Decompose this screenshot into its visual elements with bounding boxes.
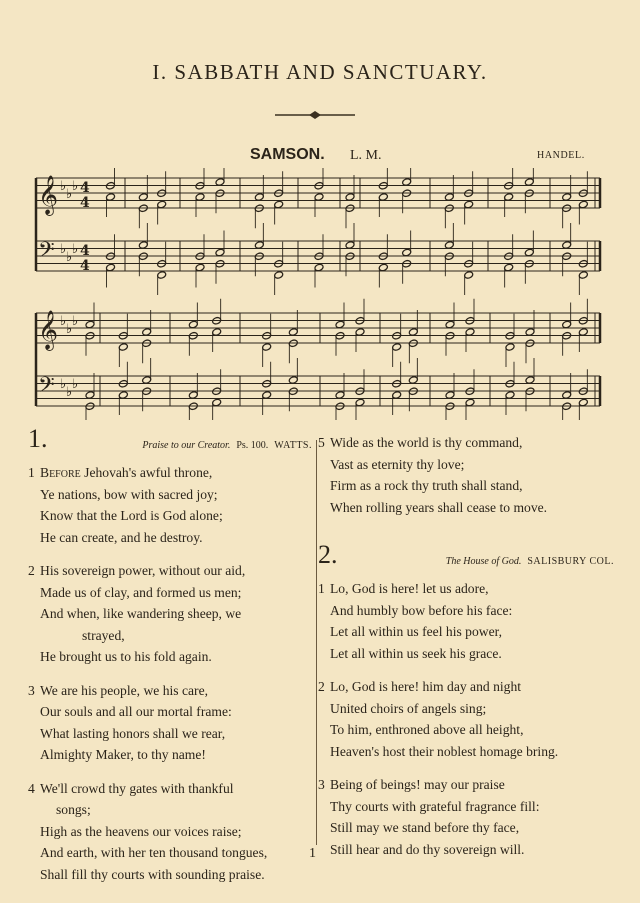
verse bbox=[318, 676, 614, 762]
note-head bbox=[525, 328, 535, 337]
verse-line bbox=[28, 799, 312, 821]
note-head bbox=[138, 193, 148, 202]
note-head bbox=[445, 320, 455, 329]
verse-line-text: To him, enthroned above all height, bbox=[330, 722, 524, 737]
note-head bbox=[118, 343, 128, 352]
flat-sign: ♭ bbox=[66, 250, 73, 265]
note-head bbox=[562, 391, 572, 400]
tune-composer: HANDEL. bbox=[537, 150, 585, 161]
tune-name: SAMSON. bbox=[250, 146, 325, 163]
note-head bbox=[524, 178, 534, 187]
hymn-subtitle: The House of God. bbox=[445, 556, 522, 567]
hymn-header bbox=[28, 424, 312, 462]
note-head bbox=[85, 391, 95, 400]
note-head bbox=[525, 376, 535, 385]
verse-line bbox=[318, 796, 614, 818]
flat-sign: ♭ bbox=[72, 179, 79, 194]
verse-line bbox=[28, 842, 312, 864]
verse-line-text: Know that the Lord is God alone; bbox=[40, 508, 223, 523]
note-head bbox=[578, 271, 588, 280]
verse-line-text: Ye nations, bow with sacred joy; bbox=[40, 486, 218, 502]
verse-line bbox=[318, 578, 614, 600]
verse-line-text: He can create, and he destroy. bbox=[40, 529, 203, 545]
verse-line-text: strayed, bbox=[82, 627, 125, 643]
note-head bbox=[212, 398, 222, 407]
time-signature-bottom: 4 bbox=[80, 195, 90, 211]
time-signature-top: 4 bbox=[80, 243, 90, 259]
verse-line-text: Wide as the world is thy command, bbox=[330, 435, 523, 450]
note-head bbox=[355, 398, 365, 407]
verse-line bbox=[318, 741, 614, 763]
hymn-reference: Ps. 100. bbox=[236, 440, 269, 451]
note-head bbox=[402, 178, 412, 187]
verse-line-text: Our souls and all our mortal frame: bbox=[40, 704, 232, 719]
note-head bbox=[142, 328, 152, 337]
note-head bbox=[195, 193, 205, 202]
note-head bbox=[392, 391, 402, 400]
verse-line bbox=[28, 462, 312, 484]
note-head bbox=[505, 391, 515, 400]
note-head bbox=[142, 376, 152, 385]
hymn-subtitle: Praise to our Creator. bbox=[142, 440, 231, 451]
flat-sign: ♭ bbox=[66, 187, 73, 202]
hymn-spacer bbox=[318, 530, 614, 548]
note-head bbox=[188, 391, 198, 400]
verse-line-text: And humbly bow before his face: bbox=[330, 602, 513, 618]
note-head bbox=[262, 343, 272, 352]
note-head bbox=[335, 320, 345, 329]
verse-line-text: High as the heavens our voices raise; bbox=[40, 823, 242, 839]
note-head bbox=[254, 193, 264, 202]
hymn-number: 1. bbox=[28, 424, 48, 453]
bass-clef: 𝄢 bbox=[38, 238, 55, 268]
note-head bbox=[314, 263, 324, 272]
hymn-subtitle-row bbox=[446, 556, 614, 567]
verse bbox=[318, 774, 614, 860]
note-head bbox=[392, 343, 402, 352]
section-title: I. SABBATH AND SANCTUARY. bbox=[152, 60, 488, 84]
flat-sign: ♭ bbox=[60, 314, 67, 329]
verse-line-text: And earth, with her ten thousand tongues, bbox=[40, 845, 268, 860]
note-head bbox=[355, 328, 365, 337]
note-head bbox=[578, 200, 588, 209]
note-head bbox=[215, 248, 225, 257]
hymn-author: WATTS. bbox=[274, 440, 312, 451]
verse-line bbox=[318, 839, 614, 861]
verse-line-text: Vast as eternity thy love; bbox=[330, 456, 465, 472]
verse-line-text: Shall fill thy courts with sounding praise. bbox=[40, 866, 265, 882]
verse-line-text: Still hear and do thy sovereign will. bbox=[330, 841, 525, 857]
verse-line bbox=[318, 432, 614, 454]
verse-line-text: We'll crowd thy gates with thankful bbox=[40, 780, 234, 796]
note-head bbox=[254, 241, 264, 250]
note-head bbox=[464, 271, 474, 280]
note-head bbox=[444, 193, 454, 202]
note-head bbox=[157, 271, 167, 280]
verse bbox=[318, 578, 614, 664]
note-head bbox=[85, 320, 95, 329]
verse-number: 2 bbox=[28, 563, 35, 578]
flat-sign: ♭ bbox=[72, 242, 79, 257]
note-head bbox=[345, 241, 355, 250]
column-divider bbox=[316, 440, 317, 845]
verse-line-text: Still may we stand before thy face, bbox=[330, 820, 520, 835]
music-score bbox=[30, 168, 610, 420]
verse-line bbox=[318, 719, 614, 741]
verse-line-text: Let all within us feel his power, bbox=[330, 624, 502, 639]
note-head bbox=[106, 193, 116, 202]
note-head bbox=[274, 271, 284, 280]
verse-line bbox=[28, 864, 312, 886]
verse bbox=[28, 778, 312, 886]
verse-line bbox=[318, 600, 614, 622]
verse-line bbox=[28, 527, 312, 549]
verse-line bbox=[318, 774, 614, 796]
verse-line bbox=[28, 723, 312, 745]
verse-line-text: We are his people, we his care, bbox=[40, 682, 208, 698]
verse-line-text: Being of beings! may our praise bbox=[330, 777, 505, 792]
hymn-column-right bbox=[318, 432, 614, 872]
verse-number: 1 bbox=[28, 465, 35, 480]
verse-line bbox=[318, 497, 614, 519]
verse-line bbox=[318, 621, 614, 643]
verse-line-text: songs; bbox=[56, 802, 91, 817]
hymn-subtitle-row bbox=[142, 440, 312, 451]
verse-line bbox=[28, 505, 312, 527]
note-head bbox=[505, 343, 515, 352]
hymn-author: SALISBURY COL. bbox=[527, 556, 614, 567]
verse-line-text: Let all within us seek his grace. bbox=[330, 645, 502, 661]
note-head bbox=[288, 328, 298, 337]
verse-line-text: Almighty Maker, to thy name! bbox=[40, 747, 206, 762]
verse-line-text: Lo, God is here! let us adore, bbox=[330, 581, 489, 596]
note-head bbox=[288, 376, 298, 385]
verse-number: 3 bbox=[318, 777, 325, 792]
note-head bbox=[465, 328, 475, 337]
flat-sign: ♭ bbox=[72, 314, 79, 329]
verse-line bbox=[28, 582, 312, 604]
hymn-header bbox=[318, 540, 614, 578]
flat-sign: ♭ bbox=[60, 179, 67, 194]
verse-number: 5 bbox=[318, 435, 325, 450]
bass-clef: 𝄢 bbox=[38, 373, 55, 403]
verse-line-text: When rolling years shall cease to move. bbox=[330, 499, 548, 515]
flat-sign: ♭ bbox=[66, 322, 73, 337]
note-head bbox=[378, 263, 388, 272]
verse-line bbox=[28, 560, 312, 582]
verse-number: 4 bbox=[28, 780, 35, 796]
note-head bbox=[562, 320, 572, 329]
note-head bbox=[444, 241, 454, 250]
verse bbox=[28, 560, 312, 668]
verse bbox=[28, 680, 312, 766]
hymn-column-left bbox=[28, 424, 312, 897]
note-head bbox=[274, 200, 284, 209]
note-head bbox=[408, 328, 418, 337]
verse-line-text: United choirs of angels sing; bbox=[330, 700, 487, 716]
note-head bbox=[578, 398, 588, 407]
verse-line bbox=[318, 817, 614, 839]
note-head bbox=[106, 263, 116, 272]
verse-line bbox=[28, 680, 312, 702]
verse bbox=[318, 432, 614, 518]
note-head bbox=[195, 263, 205, 272]
verse-line-text: And when, like wandering sheep, we bbox=[40, 606, 242, 621]
verse-line bbox=[318, 643, 614, 665]
verse-line bbox=[28, 484, 312, 506]
verse-line bbox=[28, 603, 312, 625]
note-head bbox=[378, 193, 388, 202]
note-head bbox=[118, 391, 128, 400]
verse bbox=[28, 462, 312, 548]
verse-first-word: Before bbox=[40, 465, 81, 480]
note-head bbox=[188, 320, 198, 329]
verse-line-text: He brought us to his fold again. bbox=[40, 649, 212, 664]
verse-line-text: Firm as a rock thy truth shall stand, bbox=[330, 478, 523, 493]
tune-meter: L. M. bbox=[350, 148, 382, 163]
note-head bbox=[465, 398, 475, 407]
verse-line-text: Thy courts with grateful fragrance fill: bbox=[330, 798, 540, 814]
tune-header bbox=[0, 146, 640, 170]
note-head bbox=[314, 193, 324, 202]
note-head bbox=[408, 376, 418, 385]
treble-clef: 𝄞 bbox=[38, 175, 59, 215]
note-head bbox=[212, 328, 222, 337]
note-head bbox=[578, 328, 588, 337]
note-head bbox=[157, 200, 167, 209]
note-head bbox=[335, 391, 345, 400]
note-head bbox=[504, 193, 514, 202]
verse-line bbox=[28, 821, 312, 843]
flat-sign: ♭ bbox=[72, 377, 79, 392]
verse-line bbox=[28, 701, 312, 723]
verse-line-text: Jehovah's awful throne, bbox=[80, 465, 213, 480]
verse-line-text: His sovereign power, without our aid, bbox=[40, 563, 246, 578]
treble-clef: 𝄞 bbox=[38, 310, 59, 350]
verse-number: 2 bbox=[318, 679, 325, 694]
note-head bbox=[562, 241, 572, 250]
verse-line bbox=[318, 454, 614, 476]
verse-line bbox=[28, 646, 312, 668]
verse-line bbox=[28, 778, 312, 800]
flat-sign: ♭ bbox=[66, 385, 73, 400]
verse-line bbox=[28, 744, 312, 766]
hymn-number: 2. bbox=[318, 540, 338, 569]
note-head bbox=[445, 391, 455, 400]
note-head bbox=[138, 241, 148, 250]
verse-line-text: Made us of clay, and formed us men; bbox=[40, 584, 242, 600]
note-head bbox=[215, 178, 225, 187]
note-head bbox=[504, 263, 514, 272]
verse-number: 1 bbox=[318, 581, 325, 596]
verse-number: 3 bbox=[28, 682, 35, 698]
ornament-divider bbox=[275, 110, 355, 120]
verse-line bbox=[28, 625, 312, 647]
verse-line-text: Heaven's host their noblest homage bring. bbox=[330, 743, 559, 759]
note-head bbox=[524, 248, 534, 257]
note-head bbox=[262, 391, 272, 400]
time-signature-top: 4 bbox=[80, 180, 90, 196]
time-signature-bottom: 4 bbox=[80, 258, 90, 274]
verse-line-text: What lasting honors shall we rear, bbox=[40, 725, 226, 741]
flat-sign: ♭ bbox=[60, 377, 67, 392]
verse-line-text: Lo, God is here! him day and night bbox=[330, 679, 522, 694]
verse-line bbox=[318, 475, 614, 497]
note-head bbox=[402, 248, 412, 257]
note-head bbox=[464, 200, 474, 209]
verse-line bbox=[318, 698, 614, 720]
note-head bbox=[562, 193, 572, 202]
flat-sign: ♭ bbox=[60, 242, 67, 257]
verse-line bbox=[318, 676, 614, 698]
page-number: 1 bbox=[309, 846, 316, 861]
note-head bbox=[345, 193, 355, 202]
